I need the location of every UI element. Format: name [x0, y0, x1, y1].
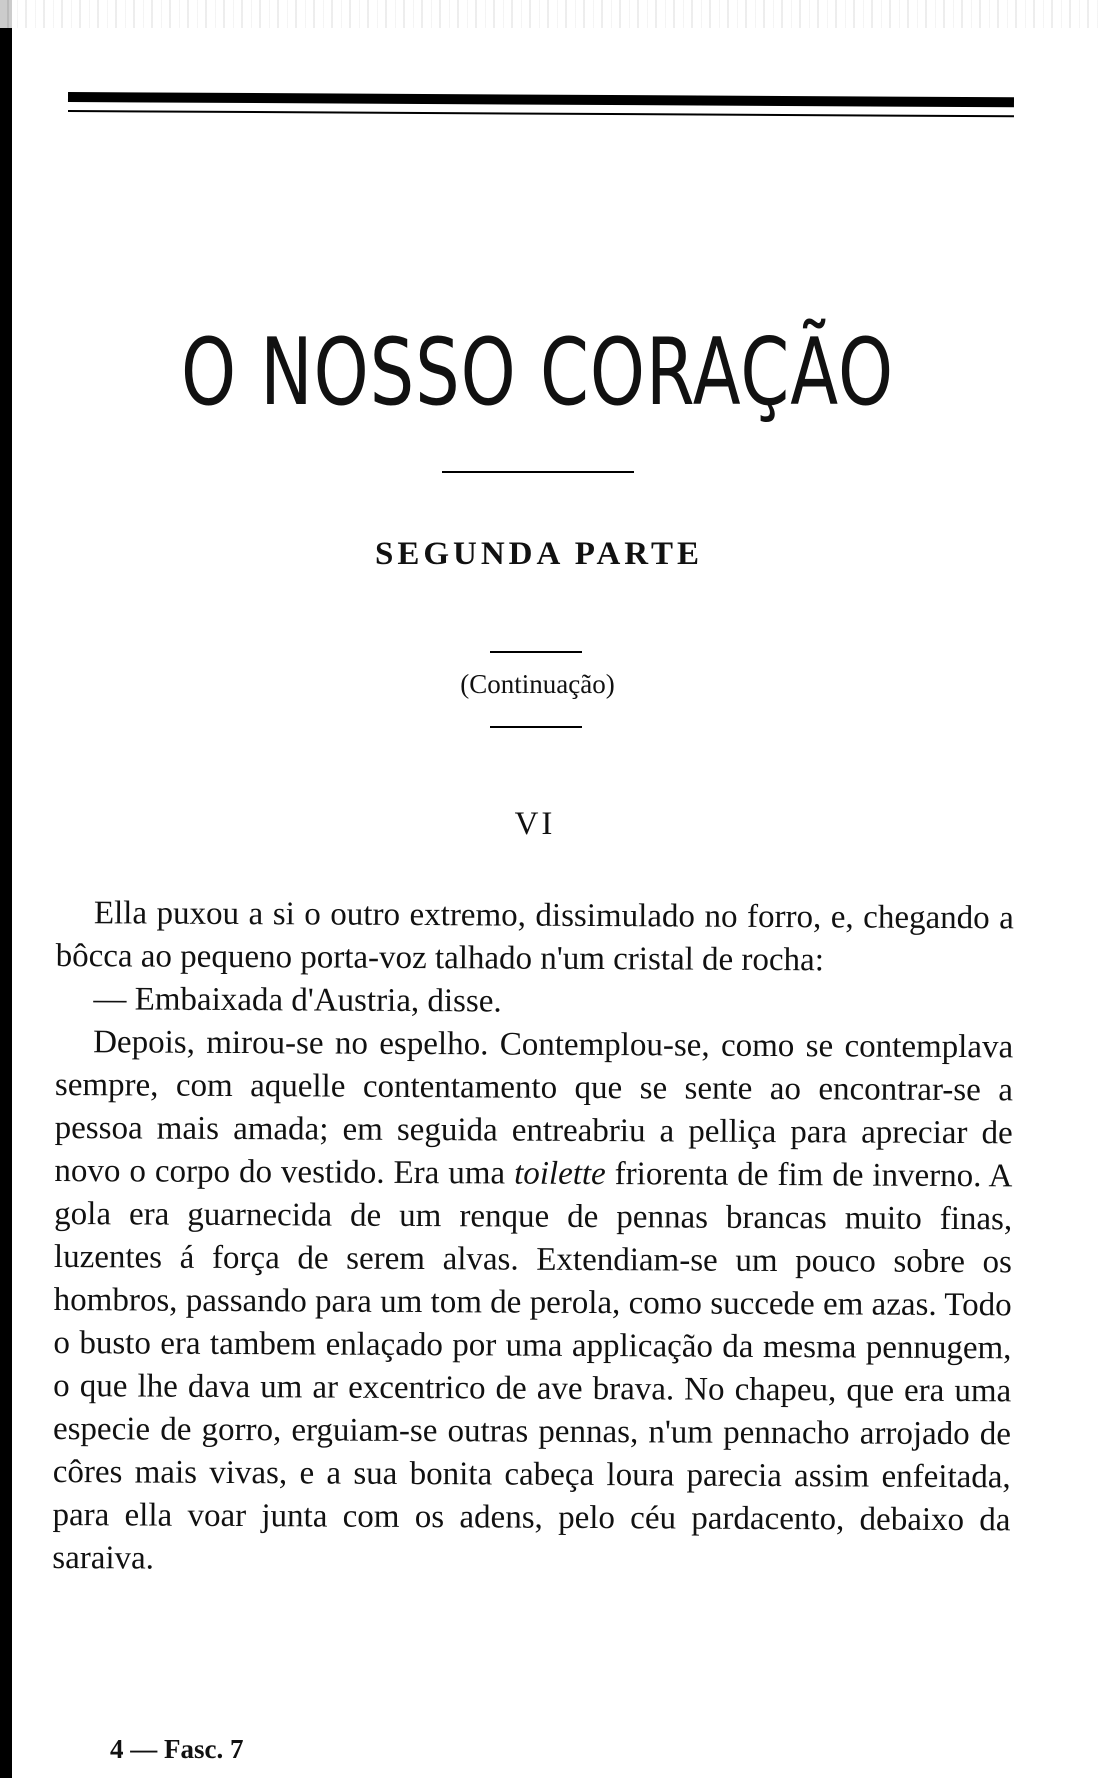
italic-word: toilette [514, 1155, 606, 1193]
page-title: O NOSSO CORAÇÃO [180, 318, 895, 427]
header-rule-thin [68, 110, 1014, 117]
continuation-rule-bottom [490, 726, 582, 728]
continuation-label: (Continuação) [460, 669, 615, 699]
signature-mark: 4 — Fasc. 7 [110, 1734, 244, 1764]
header-rule-thick [68, 92, 1014, 107]
paragraph [52, 1021, 1013, 1585]
continuation-rule-top [490, 651, 582, 653]
paragraph: Ella puxou a si o outro extremo, dissimulado no forro, e, chegando a bôcca ao pequeno porta-voz talhado n'um cristal de rocha: [55, 895, 1014, 979]
part-heading: SEGUNDA PARTE [374, 536, 704, 572]
page-edge-shadow [0, 0, 12, 1778]
title-separator [442, 471, 634, 473]
paragraph: — Embaixada d'Austria, disse. [93, 981, 502, 1020]
body-text [52, 892, 1014, 1585]
paragraph-text: Depois, mirou-se no espelho. Contemplou-se, como se contemplava sempre, com aquelle contentamento que se sente ao encontrar-se a pessoa mais amada; em seguida entreabriu a pelliça para apreciar de novo o corpo do vestido. Era uma [54, 1024, 1014, 1192]
scan-noise [0, 0, 1100, 28]
chapter-number: VI [514, 806, 556, 842]
paragraph-text: friorenta de fim de inverno. A gola era guarnecida de um renque de pennas brancas muito finas, luzentes á força de serem alvas. Extendiam-se um pouco sobre os hombros, passando para um tom de perola, como succede em azas. Todo o busto era tambem enlaçado por uma applicação da mesma pennugem, o que lhe dava um ar excentrico de ave brava. No chapeu, que era uma especie de gorro, erguiam-se outras pennas, n'um pennacho arrojado de côres mais vivas, e a sua bonita cabeça loura parecia assim enfeitada, para ella voar junta com os adens, pelo céu pardacento, debaixo da saraiva. [52, 1156, 1013, 1577]
